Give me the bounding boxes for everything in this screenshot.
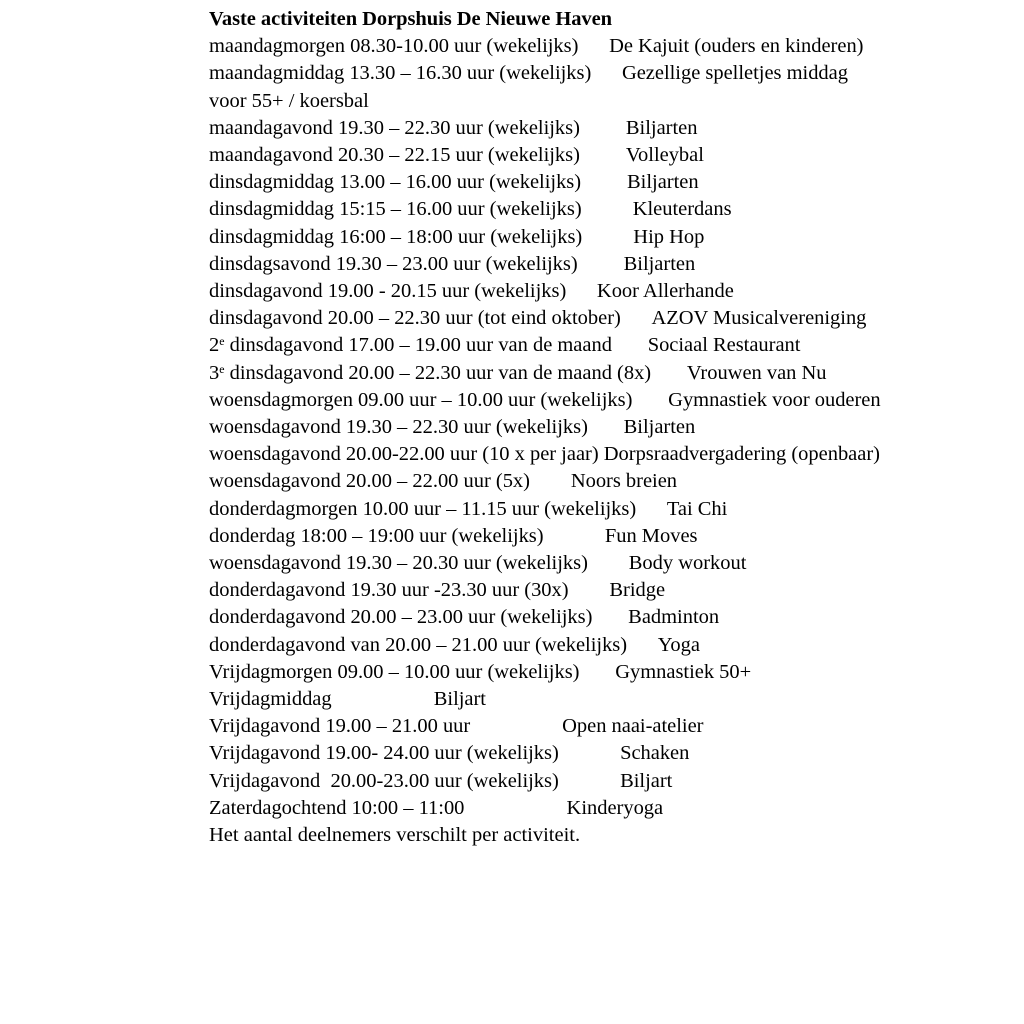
activity-entry [209,387,881,414]
entry-gap [530,468,571,495]
activity-entry [209,604,881,631]
activity-entry [209,278,881,305]
entry-gap [582,224,633,251]
entry-gap [651,360,687,387]
entry-activity: Sociaal Restaurant [647,334,801,357]
activity-entry [209,251,881,278]
activity-entry [209,60,881,114]
entry-activity: Koor Allerhande [596,280,734,303]
entry-activity: AZOV Musicalvereniging [651,307,867,330]
entry-gap [591,60,622,87]
entry-schedule: woensdagavond 19.30 – 22.30 uur (wekelijks) [209,416,588,439]
activity-entry [209,360,881,387]
entry-activity: Fun Moves [604,524,698,547]
footer-note: Het aantal deelnemers verschilt per activiteit. [209,824,581,847]
entry-schedule: dinsdagmiddag 16:00 – 18:00 uur (wekelijks) [209,225,583,248]
activity-entry [209,713,881,740]
entry-activity: De Kajuit (ouders en kinderen) [609,35,864,58]
entry-activity: Gymnastiek voor ouderen [668,388,881,411]
entry-schedule: dinsdagavond 20.00 – 22.30 uur (tot eind oktober) [209,307,621,330]
entry-activity: Vrouwen van Nu [686,361,827,384]
entry-schedule: maandagmiddag 13.30 – 16.30 uur (wekelijks) [209,62,592,85]
entry-schedule: maandagavond 20.30 – 22.15 uur (wekelijks) [209,144,580,167]
entry-activity: Badminton [628,606,720,629]
entry-gap [559,740,620,767]
entry-schedule: woensdagavond 19.30 – 20.30 uur (wekelijks) [209,552,588,575]
entry-schedule: dinsdagavond 19.00 - 20.15 uur (wekelijks) [209,280,567,303]
entry-activity: Biljarten [623,416,696,439]
entry-gap [578,33,609,60]
entry-activity: Gymnastiek 50+ [615,660,752,683]
entry-schedule: dinsdagmiddag 15:15 – 16.00 uur (wekelijks) [209,198,582,221]
entry-gap [580,142,626,169]
entry-activity: Kleuterdans [632,198,732,221]
entry-schedule: Vrijdagavond 19.00- 24.00 uur (wekelijks) [209,742,559,765]
entry-schedule: maandagavond 19.30 – 22.30 uur (wekelijks) [209,116,580,139]
entry-schedule: donderdagmorgen 10.00 uur – 11.15 uur (wekelijks) [209,497,637,520]
entry-activity: Yoga [657,633,700,656]
entry-schedule: donderdagavond 20.00 – 23.00 uur (wekelijks) [209,606,593,629]
entry-activity: Schaken [620,742,690,765]
entry-gap [470,713,562,740]
entry-schedule: woensdagmorgen 09.00 uur – 10.00 uur (wekelijks) [209,388,633,411]
entry-gap [588,550,629,577]
entry-gap [544,523,605,550]
entry-activity: Bridge [609,579,666,602]
activity-entry [209,224,881,251]
activity-entry [209,142,881,169]
entry-activity: Biljarten [627,171,699,194]
activity-list [209,33,881,822]
entry-activity: Hip Hop [633,225,705,248]
entry-ordinal-suffix: e [219,361,225,376]
activity-entry [209,169,881,196]
entry-activity: Noors breien [570,470,678,493]
entry-gap [578,251,624,278]
entry-gap [592,604,628,631]
entry-gap [636,496,667,523]
activity-entry [209,115,881,142]
entry-gap [582,196,633,223]
entry-gap [621,305,652,332]
entry-schedule: donderdagavond 19.30 uur -23.30 uur (30x) [209,579,569,602]
entry-ordinal-suffix: e [219,334,225,349]
entry-activity: Biljart [433,688,486,711]
entry-ordinal-number: 2 [209,334,220,357]
activity-entry [209,768,881,795]
activity-entry [209,33,881,60]
entry-schedule: Zaterdagochtend 10:00 – 11:00 [209,796,465,819]
activity-entry [209,441,881,468]
entry-schedule: dinsdagavond 20.00 – 22.30 uur van de maand (8x) [224,361,652,384]
entry-schedule: Vrijdagavond 20.00-23.00 uur (wekelijks) [209,769,559,792]
entry-schedule: donderdagavond van 20.00 – 21.00 uur (wekelijks) [209,633,628,656]
entry-schedule: donderdag 18:00 – 19:00 uur (wekelijks) [209,524,544,547]
entry-activity: Open naai-atelier [562,715,704,738]
entry-activity: Tai Chi [666,497,728,520]
entry-gap [581,169,627,196]
activity-entry [209,795,881,822]
entry-activity: Biljart [620,769,673,792]
entry-activity: Body workout [628,552,747,575]
activity-entry [209,414,881,441]
activity-entry [209,468,881,495]
activity-entry [209,305,881,332]
entry-gap [569,577,610,604]
entry-schedule: dinsdagavond 17.00 – 19.00 uur van de maand [224,334,612,357]
entry-activity: Gezellige spelletjes middag voor 55+ / koersbal [209,62,854,112]
entry-gap [332,686,434,713]
activity-entry [209,550,881,577]
activity-entry [209,659,881,686]
entry-activity: Biljarten [625,116,698,139]
entry-schedule: dinsdagmiddag 13.00 – 16.00 uur (wekelijks) [209,171,582,194]
activity-entry [209,332,881,359]
entry-ordinal-number: 3 [209,361,220,384]
entry-activity: Biljarten [623,252,696,275]
activity-entry [209,523,881,550]
entry-schedule: Vrijdagmiddag [209,688,332,711]
activity-entry [209,686,881,713]
activity-entry [209,577,881,604]
entry-gap [579,659,615,686]
entry-gap [627,632,658,659]
entry-gap [464,795,566,822]
document-body [209,6,881,849]
entry-schedule: woensdagavond 20.00 – 22.00 uur (5x) [209,470,530,493]
entry-schedule: Vrijdagavond 19.00 – 21.00 uur [209,715,471,738]
entry-activity: Kinderyoga [566,796,664,819]
entry-gap [588,414,624,441]
entry-activity: Volleybal [625,144,704,167]
entry-gap [580,115,626,142]
activity-entry [209,496,881,523]
entry-gap [559,768,620,795]
entry-activity: Dorpsraadvergadering (openbaar) [603,443,880,466]
entry-schedule: Vrijdagmorgen 09.00 – 10.00 uur (wekelijks) [209,660,580,683]
entry-schedule: maandagmorgen 08.30-10.00 uur (wekelijks) [209,35,579,58]
activity-entry [209,196,881,223]
entry-schedule: dinsdagsavond 19.30 – 23.00 uur (wekelijks) [209,252,578,275]
activity-entry [209,632,881,659]
entry-gap [566,278,597,305]
page-title: Vaste activiteiten Dorpshuis De Nieuwe Haven [209,8,613,30]
entry-gap [612,332,648,359]
activity-entry [209,740,881,767]
entry-schedule: woensdagavond 20.00-22.00 uur (10 x per jaar) [209,443,599,466]
entry-gap [632,387,668,414]
